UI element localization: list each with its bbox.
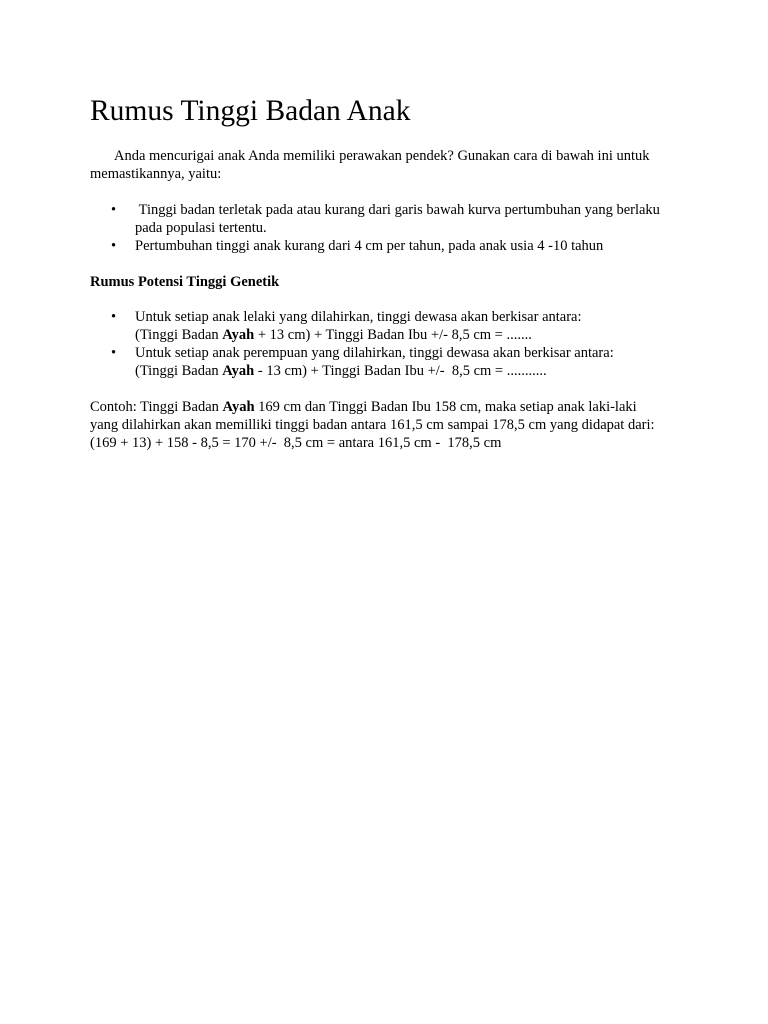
document-page bbox=[90, 0, 690, 1024]
formula-prefix: (Tinggi Badan bbox=[135, 363, 223, 379]
formula-prefix: (Tinggi Badan bbox=[135, 327, 223, 343]
criteria-text: Pertumbuhan tinggi anak kurang dari 4 cm per tahun, pada anak usia 4 -10 tahun bbox=[135, 238, 604, 254]
list-item bbox=[90, 237, 690, 255]
bullet-icon: • bbox=[111, 309, 117, 325]
list-item bbox=[90, 344, 690, 380]
example-suffix: 169 cm dan Tinggi Badan Ibu 158 cm, maka setiap anak laki-laki bbox=[254, 399, 637, 415]
bullet-icon: • bbox=[111, 202, 117, 218]
formula-suffix: + 13 cm) + Tinggi Badan Ibu +/- 8,5 cm = ....... bbox=[254, 327, 532, 343]
formula-bold-term: Ayah bbox=[222, 363, 255, 379]
criteria-text: Tinggi badan terletak pada atau kurang dari garis bawah kurva pertumbuhan yang berlaku pada populasi tertentu. bbox=[135, 202, 664, 236]
list-item bbox=[90, 308, 690, 344]
formula-suffix: - 13 cm) + Tinggi Badan Ibu +/- 8,5 cm = ........... bbox=[254, 363, 547, 379]
example-line: (169 + 13) + 158 - 8,5 = 170 +/- 8,5 cm = antara 161,5 cm - 178,5 cm bbox=[90, 435, 502, 451]
formula-list bbox=[90, 308, 690, 380]
page-title: Rumus Tinggi Badan Anak bbox=[90, 95, 411, 127]
section-heading: Rumus Potensi Tinggi Genetik bbox=[90, 274, 280, 290]
formula-bold-term: Ayah bbox=[222, 327, 255, 343]
bullet-icon: • bbox=[111, 345, 117, 361]
example-prefix: Contoh: Tinggi Badan bbox=[90, 399, 223, 415]
intro-paragraph: Anda mencurigai anak Anda memiliki perawakan pendek? Gunakan cara di bawah ini untuk memastikannya, yaitu: bbox=[90, 148, 650, 182]
example-paragraph bbox=[90, 398, 690, 452]
example-line bbox=[90, 398, 690, 416]
example-bold-term: Ayah bbox=[222, 399, 255, 415]
list-item bbox=[90, 201, 690, 237]
bullet-icon: • bbox=[111, 238, 117, 254]
example-line: yang dilahirkan akan memilliki tinggi badan antara 161,5 cm sampai 178,5 cm yang didapat dari: bbox=[90, 417, 655, 433]
criteria-list bbox=[90, 201, 690, 255]
formula-description: Untuk setiap anak lelaki yang dilahirkan, tinggi dewasa akan berkisar antara: bbox=[135, 309, 582, 325]
formula-description: Untuk setiap anak perempuan yang dilahirkan, tinggi dewasa akan berkisar antara: bbox=[135, 345, 614, 361]
formula-expression bbox=[135, 362, 690, 380]
formula-expression bbox=[135, 326, 690, 344]
